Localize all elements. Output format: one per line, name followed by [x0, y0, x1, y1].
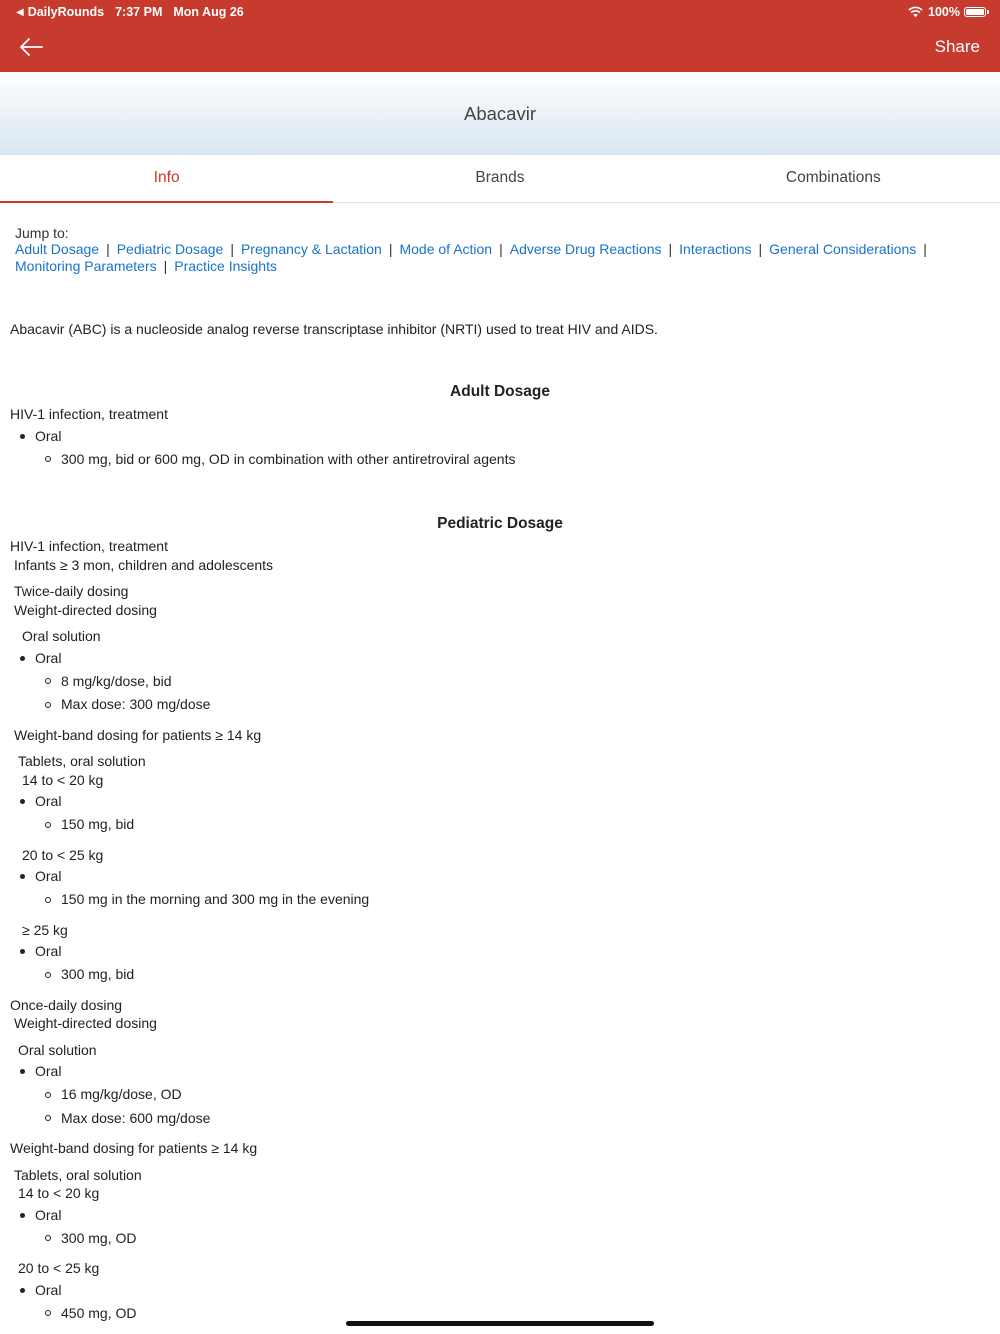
twice-weight-directed: Weight-directed dosing	[14, 601, 157, 618]
jump-link-adult-dosage[interactable]: Adult Dosage	[15, 241, 100, 257]
twice-formulation: Oral solution	[22, 628, 101, 644]
twice-band3-route: Oral	[10, 942, 990, 960]
jump-link-pregnancy-lactation[interactable]: Pregnancy & Lactation	[240, 241, 382, 257]
once-dose: 16 mg/kg/dose, OD	[10, 1085, 990, 1104]
page-title: Abacavir	[464, 102, 536, 124]
back-to-app-icon[interactable]: ◀	[16, 6, 24, 18]
status-right	[908, 5, 986, 19]
twice-band-title: Weight-band dosing for patients ≥ 14 kg	[14, 726, 262, 743]
jump-link-interactions[interactable]: Interactions	[679, 241, 752, 257]
jump-links: Adult Dosage | Pediatric Dosage | Pregnancy & Lactation | Mode of Action | Adverse Drug Reactions | Interactions | General Considerations | Monitoring Parameters | Practice Insights	[15, 241, 927, 274]
once-band-title: Weight-band dosing for patients ≥ 14 kg	[10, 1140, 258, 1156]
once-band2-dose: 450 mg, OD	[10, 1304, 990, 1323]
tab-brands[interactable]: Brands	[475, 169, 525, 186]
twice-band1-dose: 150 mg, bid	[10, 815, 990, 834]
once-band1-range: 14 to < 20 kg	[18, 1185, 100, 1201]
back-app-name[interactable]: DailyRounds	[27, 5, 105, 19]
status-date: Mon Aug 26	[173, 5, 244, 19]
twice-daily-title: Twice-daily dosing	[14, 583, 129, 599]
once-band1-dose: 300 mg, OD	[10, 1229, 990, 1248]
twice-band2-dose: 150 mg in the morning and 300 mg in the evening	[10, 890, 990, 909]
jump-to-section	[10, 225, 990, 274]
twice-max-dose: Max dose: 300 mg/dose	[10, 695, 990, 714]
twice-band2-route: Oral	[10, 867, 990, 885]
pediatric-population: Infants ≥ 3 mon, children and adolescents	[14, 556, 274, 573]
share-button[interactable]: Share	[934, 37, 980, 56]
twice-dose: 8 mg/kg/dose, bid	[10, 672, 990, 691]
once-band2-route: Oral	[10, 1281, 990, 1299]
once-daily-title: Once-daily dosing	[10, 996, 123, 1013]
twice-band1-route: Oral	[10, 792, 990, 810]
drug-info-content	[10, 203, 990, 1322]
home-indicator[interactable]	[346, 1321, 654, 1326]
tab-bar	[0, 155, 1000, 203]
intro-text: Abacavir (ABC) is a nucleoside analog reverse transcriptase inhibitor (NRTI) used to treat HIV and AIDS.	[10, 321, 658, 337]
pediatric-indication: HIV-1 infection, treatment	[10, 538, 168, 554]
once-max-dose: Max dose: 600 mg/dose	[10, 1109, 990, 1128]
jump-link-general-considerations[interactable]: General Considerations	[769, 241, 917, 257]
once-formulation: Oral solution	[18, 1041, 97, 1058]
once-route: Oral	[10, 1062, 990, 1080]
tab-combinations[interactable]: Combinations	[785, 169, 881, 186]
twice-band1-range: 14 to < 20 kg	[22, 771, 104, 788]
once-band2-range: 20 to < 25 kg	[18, 1260, 100, 1276]
wifi-icon	[908, 6, 923, 18]
twice-band3-range: ≥ 25 kg	[22, 921, 68, 938]
status-left	[16, 5, 255, 19]
jump-link-practice-insights[interactable]: Practice Insights	[174, 257, 277, 274]
title-band	[0, 72, 1000, 155]
tab-info[interactable]: Info	[0, 155, 333, 202]
adult-indication: HIV-1 infection, treatment	[10, 406, 168, 422]
jump-link-adverse-drug-reactions[interactable]: Adverse Drug Reactions	[509, 241, 662, 257]
battery-percent: 100%	[928, 5, 960, 19]
battery-icon	[964, 7, 986, 17]
once-band1-route: Oral	[10, 1206, 990, 1224]
status-time: 7:37 PM	[115, 5, 163, 19]
jump-link-monitoring-parameters[interactable]: Monitoring Parameters	[15, 257, 157, 274]
once-band-formulation: Tablets, oral solution	[14, 1166, 142, 1183]
status-bar	[0, 0, 1000, 24]
once-weight-directed: Weight-directed dosing	[14, 1015, 157, 1031]
twice-route: Oral	[10, 649, 990, 667]
twice-band3-dose: 300 mg, bid	[10, 965, 990, 984]
back-arrow-icon[interactable]	[18, 36, 44, 58]
jump-to-label: Jump to:	[15, 225, 69, 241]
adult-route: Oral	[10, 427, 990, 445]
jump-link-mode-of-action[interactable]: Mode of Action	[399, 241, 493, 257]
twice-band2-range: 20 to < 25 kg	[22, 846, 104, 863]
app-header	[0, 0, 1000, 72]
pediatric-dosage-heading: Pediatric Dosage	[437, 515, 563, 532]
twice-band-formulation: Tablets, oral solution	[18, 753, 146, 769]
jump-link-pediatric-dosage[interactable]: Pediatric Dosage	[116, 241, 224, 257]
adult-dose: 300 mg, bid or 600 mg, OD in combination with other antiretroviral agents	[10, 450, 990, 469]
adult-dosage-heading: Adult Dosage	[450, 383, 550, 400]
